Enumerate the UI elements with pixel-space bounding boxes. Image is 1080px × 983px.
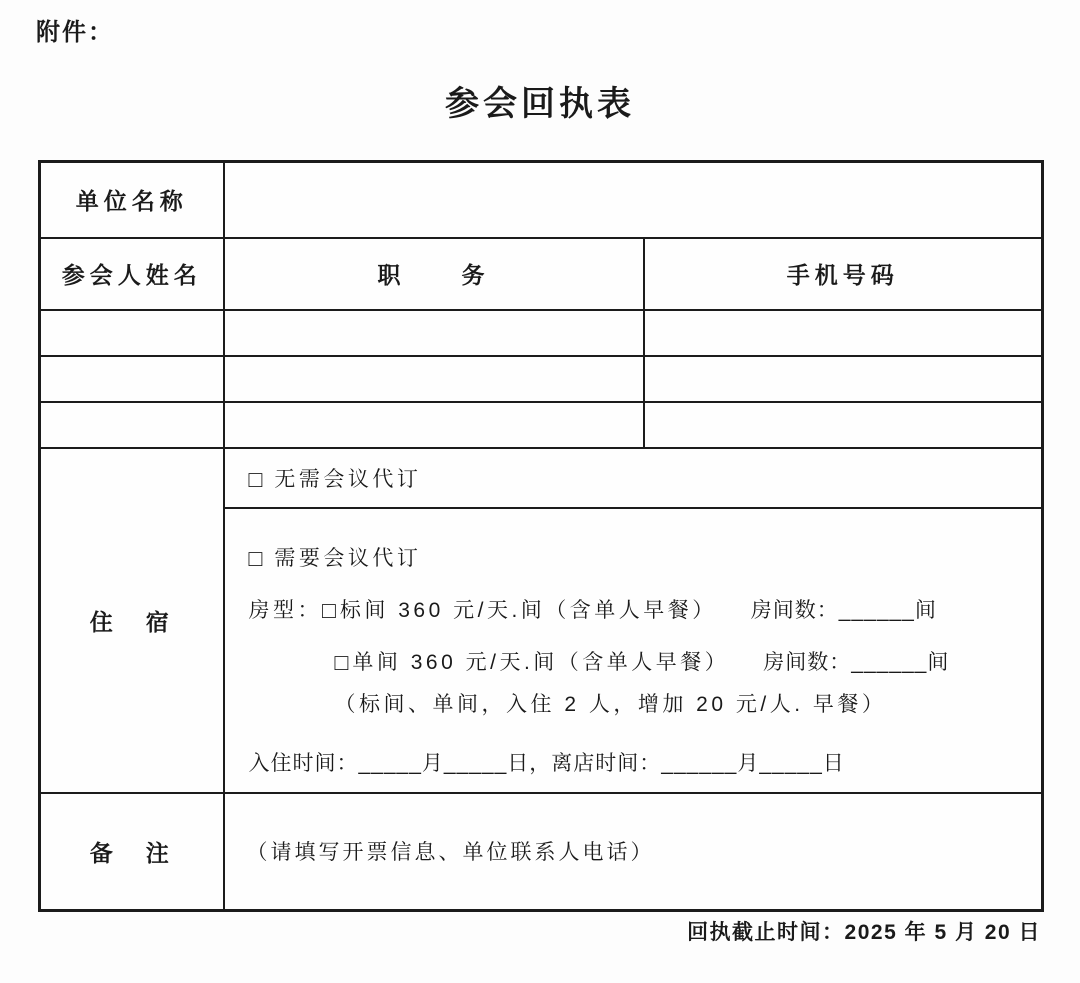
page-title: 参会回执表 (445, 85, 635, 123)
room-type-prefix: 房型： (248, 598, 322, 622)
room-note-line: （标间、单间，入住 2 人，增加 20 元/人. 早餐） (334, 692, 887, 716)
single-room-line (249, 646, 1034, 678)
attendee-name-input-cell[interactable] (40, 356, 224, 402)
remarks-placeholder-text: （请填写开票信息、单位联系人电话） (246, 841, 655, 865)
position-input-cell[interactable] (224, 356, 644, 402)
reply-deadline: 回执截止时间：2025 年 5 月 20 日 (687, 921, 1041, 944)
unit-name-input-cell[interactable] (224, 162, 1043, 238)
position-header: 职 务 (224, 238, 644, 310)
need-booking-option (249, 542, 1034, 574)
attendee-name-input-cell[interactable] (40, 310, 224, 356)
remarks-label: 备 注 (40, 793, 224, 911)
attendee-row (40, 310, 1043, 356)
unit-name-label: 单位名称 (40, 162, 224, 238)
position-input-cell[interactable] (224, 402, 644, 448)
single-room-checkbox[interactable]: □ (334, 648, 349, 675)
remarks-input-cell[interactable] (224, 793, 1043, 911)
phone-input-cell[interactable] (644, 356, 1043, 402)
phone-input-cell[interactable] (644, 310, 1043, 356)
no-booking-option (248, 465, 422, 492)
reply-form-table (38, 160, 1044, 912)
single-room-label: 单间 360 元/天.间（含单人早餐） (352, 650, 730, 674)
standard-room-line (249, 594, 1034, 626)
no-booking-checkbox[interactable]: □ (248, 465, 263, 492)
standard-room-label: 标间 360 元/天.间（含单人早餐） (339, 598, 717, 622)
no-booking-label: 无需会议代订 (274, 467, 422, 491)
attendee-header-row (40, 238, 1043, 310)
attendee-row (40, 402, 1043, 448)
need-booking-label: 需要会议代订 (274, 546, 422, 570)
attendee-name-header: 参会人姓名 (40, 238, 224, 310)
need-booking-checkbox[interactable]: □ (248, 544, 263, 571)
position-input-cell[interactable] (224, 310, 644, 356)
attendee-row (40, 356, 1043, 402)
stay-time-line[interactable]: 入住时间：_____月_____日，离店时间：______月_____日 (248, 751, 845, 775)
accommodation-no-booking-row (40, 448, 1043, 508)
single-room-count-blank[interactable]: 房间数：______间 (763, 650, 950, 674)
unit-name-row (40, 162, 1043, 238)
no-booking-option-cell (224, 448, 1043, 508)
attendee-name-input-cell[interactable] (40, 402, 224, 448)
phone-header: 手机号码 (644, 238, 1043, 310)
standard-room-count-blank[interactable]: 房间数：______间 (750, 598, 937, 622)
booking-details-cell (224, 508, 1043, 793)
attachment-label: 附件： (36, 19, 114, 46)
phone-input-cell[interactable] (644, 402, 1043, 448)
remarks-row (40, 793, 1043, 911)
standard-room-checkbox[interactable]: □ (322, 596, 336, 623)
accommodation-label: 住 宿 (40, 448, 224, 793)
